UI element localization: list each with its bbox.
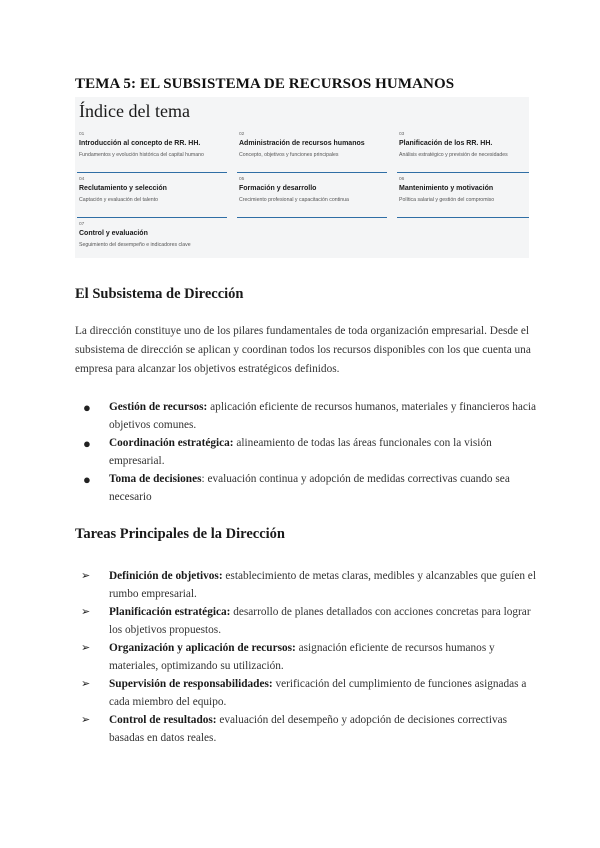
intro-paragraph: La dirección constituye uno de los pilares fundamentales de toda organización empresarial. Desde el subsistema de dirección se aplican y coordinan todos los recursos disponibles con los que cuenta una empresa para alcanzar los objetivos estratégicos definidos. bbox=[75, 325, 531, 375]
toc-item-05[interactable] bbox=[237, 174, 387, 218]
toc-item-02[interactable] bbox=[237, 129, 387, 173]
toc-item-description: Crecimiento profesional y capacitación continua bbox=[239, 197, 349, 203]
toc-item-description: Análisis estratégico y previsión de necesidades bbox=[399, 152, 508, 158]
list-item-text: desarrollo de planes detallados con acciones concretas para lograr los objetivos propuestos. bbox=[109, 606, 531, 636]
toc-item-number: 07 bbox=[79, 222, 85, 227]
list-item bbox=[83, 471, 539, 506]
list-item-term: Supervisión de responsabilidades: bbox=[109, 678, 273, 690]
arrow-bullet-icon: ➢ bbox=[81, 678, 91, 690]
toc-item-04[interactable] bbox=[77, 174, 227, 218]
list-item bbox=[83, 399, 539, 434]
bullet-dot-icon: ● bbox=[83, 436, 91, 451]
toc-item-description: Captación y evaluación del talento bbox=[79, 197, 159, 203]
toc-item-description: Fundamentos y evolución histórica del capital humano bbox=[79, 152, 204, 158]
toc-item-number: 04 bbox=[79, 177, 85, 182]
toc-item-number: 06 bbox=[399, 177, 405, 182]
list-item-text: alineamiento de todas las áreas funcionales con la visión empresarial. bbox=[109, 437, 492, 467]
toc-item-number: 02 bbox=[239, 132, 245, 137]
list-item bbox=[83, 435, 539, 470]
list-item bbox=[81, 712, 539, 747]
toc-item-title: Introducción al concepto de RR. HH. bbox=[79, 140, 201, 147]
tareas-bullet-list bbox=[81, 568, 539, 748]
toc-item-07[interactable] bbox=[77, 219, 529, 263]
list-item bbox=[81, 676, 539, 711]
toc-item-03[interactable] bbox=[397, 129, 529, 173]
toc-item-number: 03 bbox=[399, 132, 405, 137]
list-item-text: evaluación del desempeño y adopción de decisiones correctivas basadas en datos reales. bbox=[109, 714, 508, 744]
toc-item-description: Concepto, objetivos y funciones principales bbox=[239, 152, 339, 158]
direccion-bullet-list bbox=[83, 399, 539, 507]
list-item-term: Organización y aplicación de recursos: bbox=[109, 642, 296, 654]
toc-item-01[interactable] bbox=[77, 129, 227, 173]
list-item-term: Toma de decisiones bbox=[109, 473, 202, 485]
list-item bbox=[81, 640, 539, 675]
toc-item-title: Reclutamiento y selección bbox=[79, 185, 167, 192]
list-item bbox=[81, 568, 539, 603]
section-heading-tareas: Tareas Principales de la Dirección bbox=[75, 526, 285, 542]
section-heading-direccion: El Subsistema de Dirección bbox=[75, 286, 244, 302]
list-item-text: verificación del cumplimiento de funciones asignadas a cada miembro del equipo. bbox=[109, 678, 527, 708]
toc-item-title: Planificación de los RR. HH. bbox=[399, 140, 493, 147]
toc-item-title: Control y evaluación bbox=[79, 230, 148, 237]
toc-item-title: Administración de recursos humanos bbox=[239, 140, 365, 147]
list-item bbox=[81, 604, 539, 639]
arrow-bullet-icon: ➢ bbox=[81, 642, 91, 654]
list-item-term: Planificación estratégica: bbox=[109, 606, 231, 618]
list-item-text: : evaluación continua y adopción de medidas correctivas cuando sea necesario bbox=[109, 473, 510, 503]
list-item-text: establecimiento de metas claras, medibles y alcanzables que guíen el rumbo empresarial. bbox=[109, 570, 536, 600]
arrow-bullet-icon: ➢ bbox=[81, 606, 91, 618]
list-item-term: Coordinación estratégica: bbox=[109, 437, 234, 449]
page-title: TEMA 5: EL SUBSISTEMA DE RECURSOS HUMANOS bbox=[75, 76, 455, 92]
toc-item-number: 05 bbox=[239, 177, 245, 182]
list-item-term: Gestión de recursos: bbox=[109, 401, 208, 413]
toc-item-title: Formación y desarrollo bbox=[239, 185, 317, 192]
bullet-dot-icon: ● bbox=[83, 472, 91, 487]
arrow-bullet-icon: ➢ bbox=[81, 714, 91, 726]
bullet-dot-icon: ● bbox=[83, 400, 91, 415]
list-item-term: Control de resultados: bbox=[109, 714, 217, 726]
arrow-bullet-icon: ➢ bbox=[81, 570, 91, 582]
toc-item-description: Seguimiento del desempeño e indicadores clave bbox=[79, 242, 191, 248]
toc-heading: Índice del tema bbox=[79, 101, 190, 121]
toc-item-title: Mantenimiento y motivación bbox=[399, 185, 494, 192]
list-item-term: Definición de objetivos: bbox=[109, 570, 223, 582]
toc-item-description: Política salarial y gestión del compromiso bbox=[399, 197, 495, 203]
table-of-contents bbox=[75, 97, 529, 258]
toc-item-number: 01 bbox=[79, 132, 85, 137]
list-item-text: asignación eficiente de recursos humanos y materiales, optimizando su utilización. bbox=[109, 642, 495, 672]
toc-item-06[interactable] bbox=[397, 174, 529, 218]
list-item-text: aplicación eficiente de recursos humanos, materiales y financieros hacia objetivos comunes. bbox=[109, 401, 537, 431]
